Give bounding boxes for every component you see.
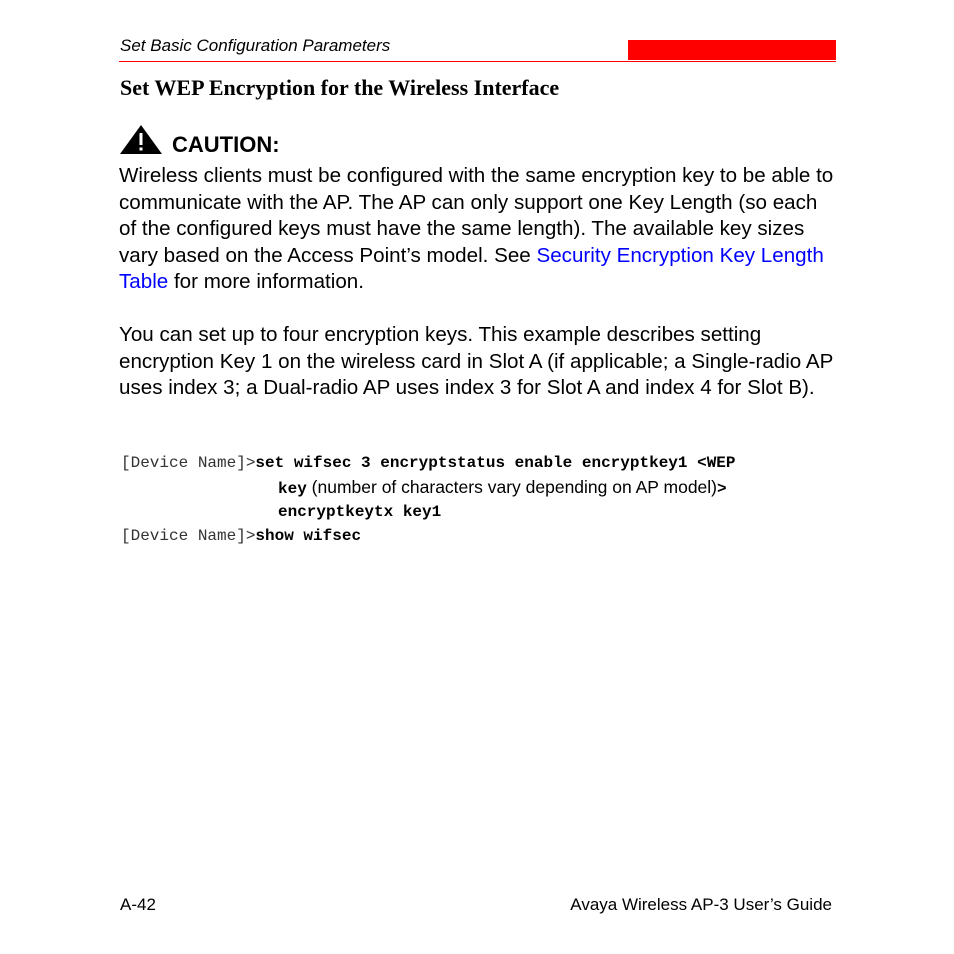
guide-title: Avaya Wireless AP-3 User’s Guide [570,895,832,914]
code-line-3 [121,501,835,525]
encryption-keys-paragraph: You can set up to four encryption keys. This example describes setting encryption Key 1 on the wireless card in Slot A (if applicable; a Single-radio AP uses index 3; a Dual-radio AP uses index 3 for Slot A and index 4 for Slot B). [119,323,833,399]
placeholder-close: > [717,479,727,498]
section-heading: Set WEP Encryption for the Wireless Interface [120,75,560,100]
code-line-4 [121,525,835,549]
key-placeholder: key [278,479,307,498]
code-line-2 [121,476,835,502]
header-rule [119,61,836,62]
key-length-note: (number of characters vary depending on AP model) [306,476,717,497]
warning-triangle-icon [119,124,163,155]
code-line-1 [121,452,835,476]
encryptkeytx-command: encryptkeytx key1 [278,503,442,521]
cli-prompt: [Device Name]> [121,454,256,472]
header-accent-bar [628,40,836,60]
caution-text: Wireless clients must be configured with the same encryption key to be able to communicate with the AP. The AP can only support one Key Length (so each of the configured keys must have the same length). The available key sizes vary based on the Access Point’s model. See [119,164,834,267]
key-length-table-link[interactable]: Security Encryption Key Length Table [119,243,824,293]
command-example [121,452,835,548]
show-wifsec-command: show wifsec [255,526,362,545]
page-number: A-42 [120,895,156,914]
caution-paragraph [119,163,835,296]
running-header-title: Set Basic Configuration Parameters [120,36,391,55]
set-wifsec-command: set wifsec 3 encryptstatus enable encryptkey1 <WEP [255,454,736,472]
caution-label: CAUTION: [172,132,280,157]
caution-text-end: for more information. [168,270,364,293]
cli-prompt: [Device Name]> [121,526,256,545]
